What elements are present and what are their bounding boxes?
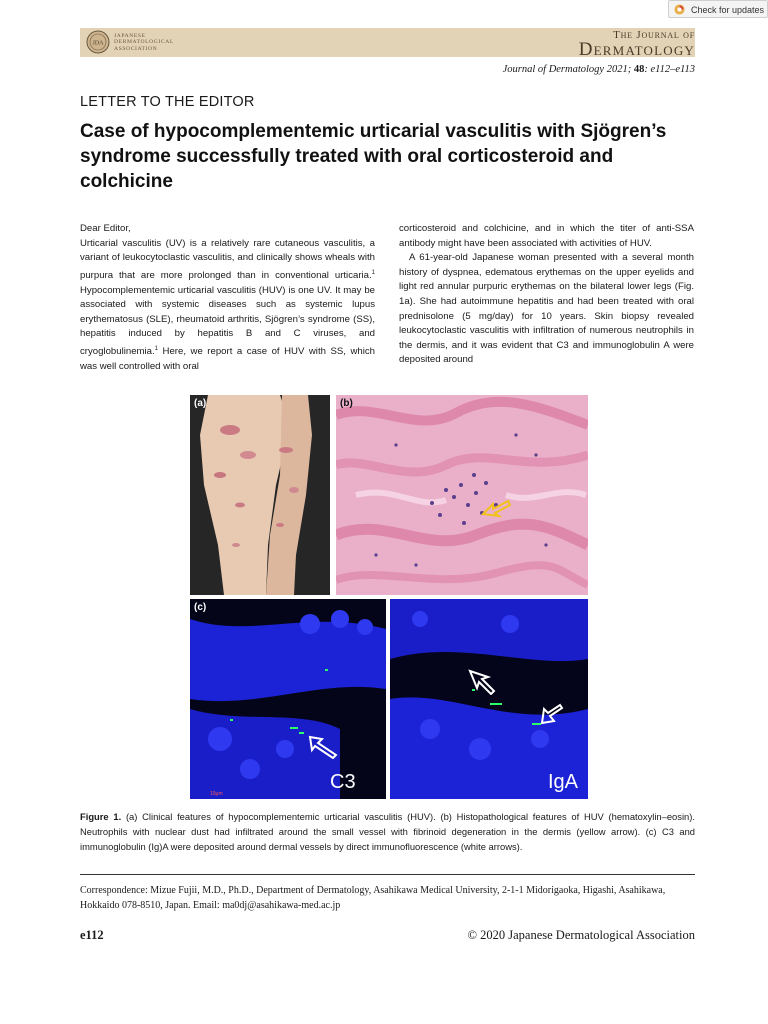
crossmark-icon — [674, 4, 685, 15]
he-stain-image — [336, 395, 588, 595]
figure-caption-label: Figure 1. — [80, 811, 122, 822]
c3-label: C3 — [330, 771, 356, 793]
panel-label: (b) — [340, 398, 353, 409]
panel-c-iga-immunofluorescence — [390, 599, 588, 799]
white-arrow-icon — [308, 735, 338, 759]
article-title: Case of hypocomplementemic urticarial vasculitis with Sjögren’s syndrome successfully treated with oral corticosteroid and colchicine — [80, 121, 667, 192]
body-column-left — [80, 222, 375, 374]
panel-a-clinical-photo — [190, 395, 330, 595]
figure-caption-text: (a) Clinical features of hypocomplementemic urticarial vasculitis (HUV). (b) Histopathological features of HUV (hematoxylin–eosin). Neutrophils with nuclear dust had infiltrated around the small vessel with fibrinoid degeneration in the dermis (yellow arrow). (c) C3 and immunoglobulin (Ig)A were deposited around dermal vessels by direct immunofluorescence (white arrows). — [80, 811, 695, 852]
citation-line: Journal of Dermatology 2021; 48: e112–e113 — [502, 64, 695, 75]
reference-link[interactable]: 1 — [154, 345, 158, 352]
journal-title — [579, 29, 695, 59]
yellow-arrow-icon — [481, 498, 511, 520]
case-paragraph: A 61-year-old Japanese woman presented with a several month history of dyspnea, edematous erythemas on the upper eyelids and light red annular purpuric erythemas on the bilateral lower legs (Fig. 1a). She had autoimmune hepatitis and had been treated with oral prednisolone (5 mg/day) for 10 years. Skin biopsy revealed leukocytoclastic vasculitis with infiltration of numerous neutrophils in the dermis, and it was evident that C3 and immunoglobulin A were deposited around — [399, 252, 694, 366]
svg-text:JDA: JDA — [92, 40, 104, 47]
white-arrow-icon — [540, 703, 564, 725]
footer-divider — [80, 874, 695, 875]
copyright-notice: © 2020 Japanese Dermatological Association — [467, 928, 695, 942]
association-name: JAPANESE DERMATOLOGICAL ASSOCIATION — [114, 33, 174, 52]
c3-fluorescence-image — [190, 599, 386, 799]
scale-bar-label: 10μm — [210, 791, 223, 797]
iga-label: IgA — [548, 771, 579, 793]
journal-title-name: Dermatology — [578, 39, 695, 60]
journal-title-prefix: The Journal of — [613, 29, 695, 41]
body-column-right — [399, 222, 694, 368]
paragraph-continuation: corticosteroid and colchicine, and in which the titer of anti-SSA antibody might have been associated with activities of HUV. — [399, 223, 694, 249]
salutation: Dear Editor, — [80, 223, 131, 234]
iga-fluorescence-image — [390, 599, 588, 799]
reference-link[interactable]: 1 — [371, 269, 375, 276]
figure-1 — [190, 395, 588, 799]
article-section-label: LETTER TO THE EDITOR — [80, 94, 255, 110]
panel-c-c3-immunofluorescence — [190, 599, 386, 799]
panel-b-histology — [336, 395, 588, 595]
panel-label: (c) — [194, 602, 207, 613]
white-arrow-icon — [468, 669, 496, 695]
legs-photo — [190, 395, 330, 595]
check-for-updates-button[interactable] — [668, 0, 768, 18]
figure-caption — [80, 809, 695, 854]
jda-seal-icon — [86, 30, 110, 54]
panel-label: (a) — [194, 398, 207, 409]
intro-paragraph: Urticarial vasculitis (UV) is a relatively rare cutaneous vasculitis, a variant of leukocytoclastic vasculitis, and clinically shows wheals with purpura that are more prolonged than in conventional urticaria.$^1$ Hypocomplementemic urticarial vasculitis (HUV) is one UV. It may be associated with systemic diseases such as systemic lupus erythematosus (SLE), rheumatoid arthritis, Sjögren’s syndrome (SS), hepatitis induced by hepatitis B and C viruses, and cryoglobulinemia.$^1$ Here, we report a case of HUV with SS, which was well controlled with oral — [80, 237, 375, 372]
correspondence-note: Correspondence: Mizue Fujii, M.D., Ph.D., Department of Dermatology, Asahikawa Medical University, 2-1-1 Midorigaoka, Higashi, Asahikawa, Hokkaido 078-8510, Japan. Email: ma0dj@asahikawa-med.ac.jp — [80, 885, 666, 911]
page-number: e112 — [80, 928, 104, 942]
check-for-updates-label: Check for updates — [691, 5, 765, 15]
